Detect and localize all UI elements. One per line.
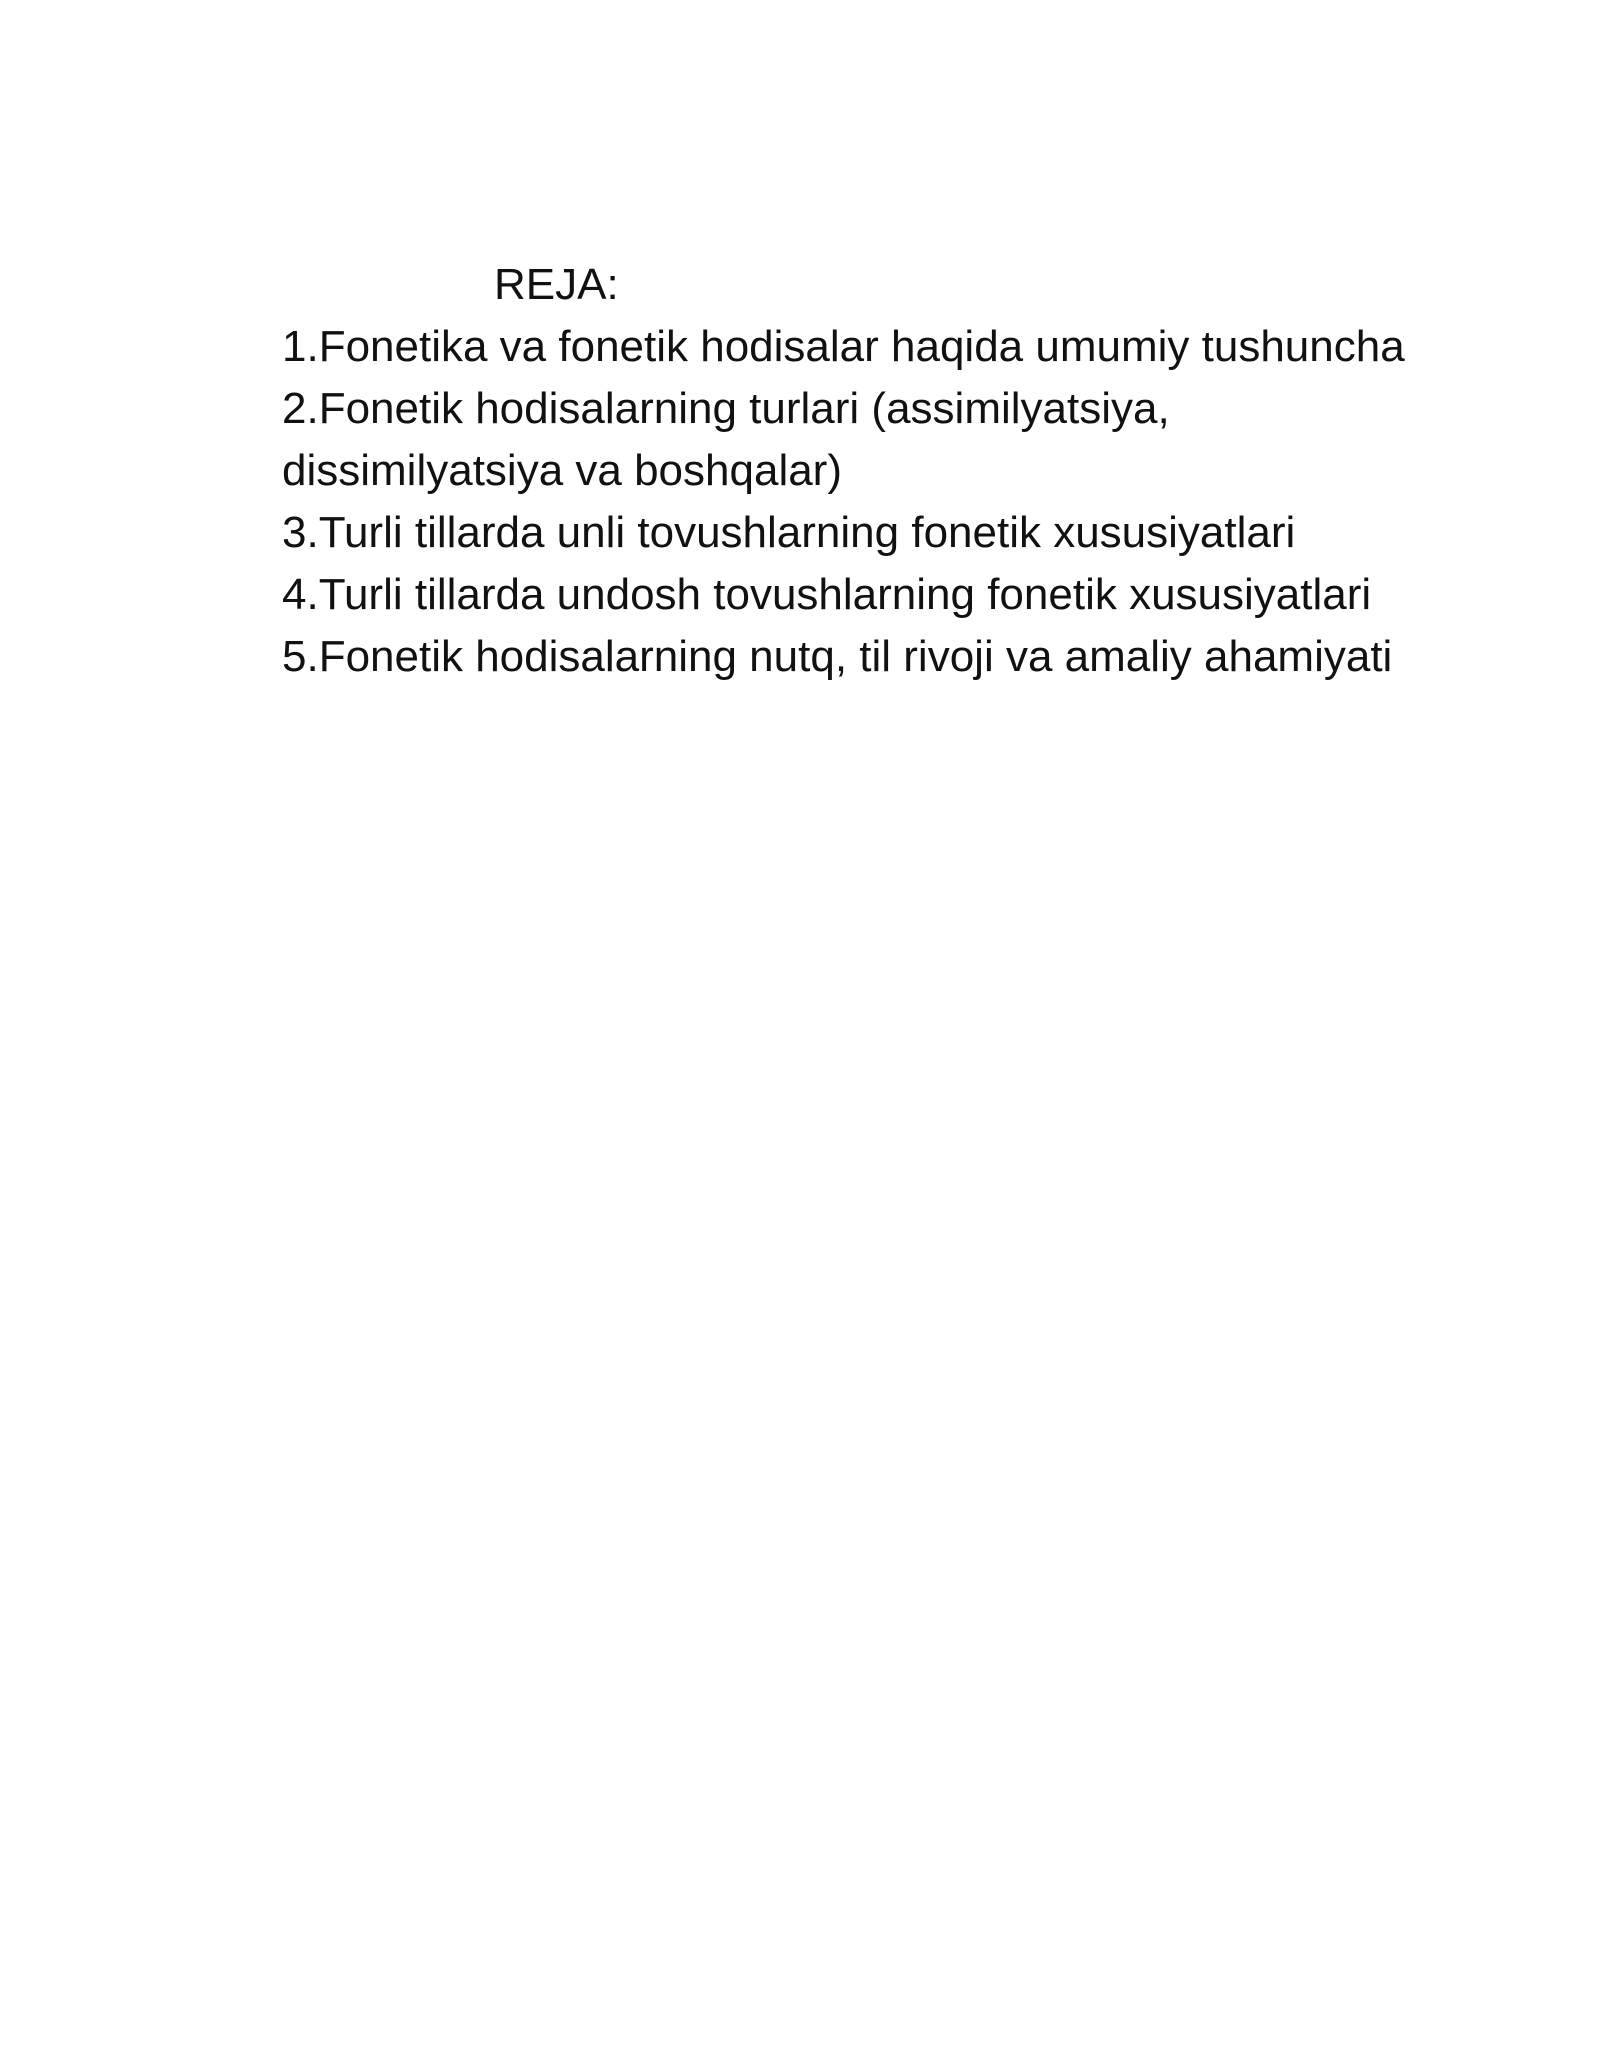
plan-item-2: 2.Fonetik hodisalarning turlari (assimilyatsiya, dissimilyatsiya va boshqalar): [282, 384, 1170, 495]
plan-list: [282, 316, 1422, 688]
plan-item-4: 4.Turli tillarda undosh tovushlarning fonetik xususiyatlari: [282, 570, 1372, 619]
plan-heading: REJA:: [494, 260, 619, 309]
plan-item-5: 5.Fonetik hodisalarning nutq, til rivoji va amaliy ahamiyati: [282, 632, 1393, 681]
plan-section: [282, 254, 1422, 688]
plan-item-3: 3.Turli tillarda unli tovushlarning fonetik xususiyatlari: [282, 508, 1296, 557]
plan-item-1: 1.Fonetika va fonetik hodisalar haqida umumiy tushuncha: [282, 322, 1405, 371]
